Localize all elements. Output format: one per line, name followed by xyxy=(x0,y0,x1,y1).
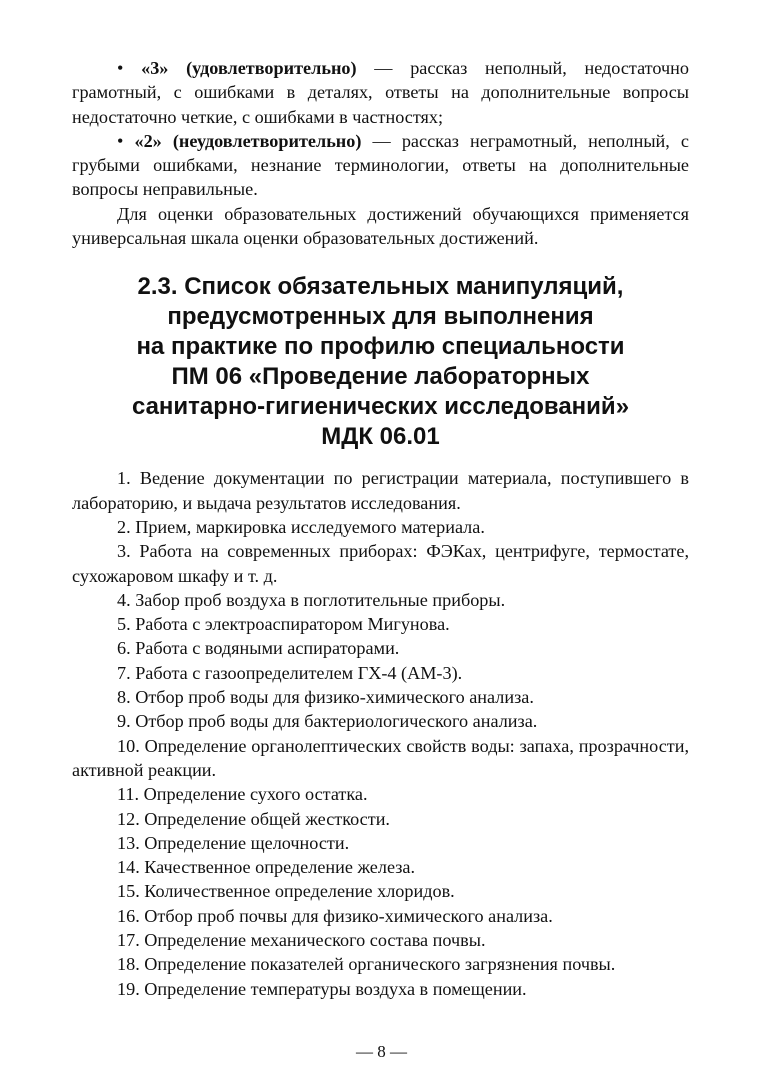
grade-2-paragraph xyxy=(72,129,689,202)
list-item: 7. Работа с газоопределителем ГХ-4 (АМ-3). xyxy=(117,662,463,683)
bullet: • xyxy=(117,58,124,78)
page-content xyxy=(72,56,689,1001)
list-item: 3. Работа на современных приборах: ФЭКах, центрифуге, термостате, сухожаровом шкафу и т. д. xyxy=(72,541,689,586)
section-heading xyxy=(72,272,689,452)
grade-description: — рассказ неполный, недостаточно грамотный, с ошибками в деталях, ответы на дополнительные вопросы недостаточно четкие, с ошибками в частностях; xyxy=(72,58,689,127)
heading-line: санитарно-гигиенических исследований» xyxy=(131,393,630,421)
list-item: 15. Количественное определение хлоридов. xyxy=(117,881,455,902)
heading-line: ПМ 06 «Проведение лабораторных xyxy=(171,363,590,391)
grade-label: «3» (удовлетворительно) xyxy=(141,58,357,78)
scale-paragraph: Для оценки образовательных достижений обучающихся применяется универсальная шкала оценки образовательных достижений. xyxy=(72,203,689,249)
list-item: 1. Ведение документации по регистрации материала, поступившего в лабораторию, и выдача результатов исследования. xyxy=(72,468,689,513)
list-item: 18. Определение показателей органического загрязнения почвы. xyxy=(117,954,616,975)
list-item: 16. Отбор проб почвы для физико-химического анализа. xyxy=(117,905,553,926)
heading-line: 2.3. Список обязательных манипуляций, xyxy=(137,273,624,301)
manipulation-list xyxy=(72,466,689,1001)
list-item: 13. Определение щелочности. xyxy=(117,832,350,853)
page-number: — 8 — xyxy=(356,1042,407,1061)
list-item: 5. Работа с электроаспиратором Мигунова. xyxy=(117,614,450,635)
list-item: 9. Отбор проб воды для бактериологического анализа. xyxy=(117,711,538,732)
grade-label: «2» (неудовлетворительно) xyxy=(134,130,362,151)
heading-line: МДК 06.01 xyxy=(321,423,440,451)
list-item: 4. Забор проб воздуха в поглотительные приборы. xyxy=(117,589,506,610)
list-item: 8. Отбор проб воды для физико-химического анализа. xyxy=(117,687,534,708)
grade-description: — рассказ неграмотный, неполный, с грубыми ошибками, незнание терминологии, ответы на дополнительные вопросы неправильные. xyxy=(72,130,689,200)
bullet: • xyxy=(117,130,124,151)
list-item: 17. Определение механического состава почвы. xyxy=(117,930,486,951)
list-item: 12. Определение общей жесткости. xyxy=(117,808,390,829)
grade-3-paragraph xyxy=(72,56,689,129)
heading-line: на практике по профилю специальности xyxy=(136,333,625,361)
heading-line: предусмотренных для выполнения xyxy=(167,303,594,331)
list-item: 19. Определение температуры воздуха в помещении. xyxy=(117,978,527,999)
list-item: 6. Работа с водяными аспираторами. xyxy=(117,638,400,659)
list-item: 10. Определение органолептических свойств воды: запаха, прозрачности, активной реакции. xyxy=(72,735,689,780)
list-item: 11. Определение сухого остатка. xyxy=(117,784,368,805)
list-item: 14. Качественное определение железа. xyxy=(117,857,416,878)
list-item: 2. Прием, маркировка исследуемого материала. xyxy=(117,516,485,537)
